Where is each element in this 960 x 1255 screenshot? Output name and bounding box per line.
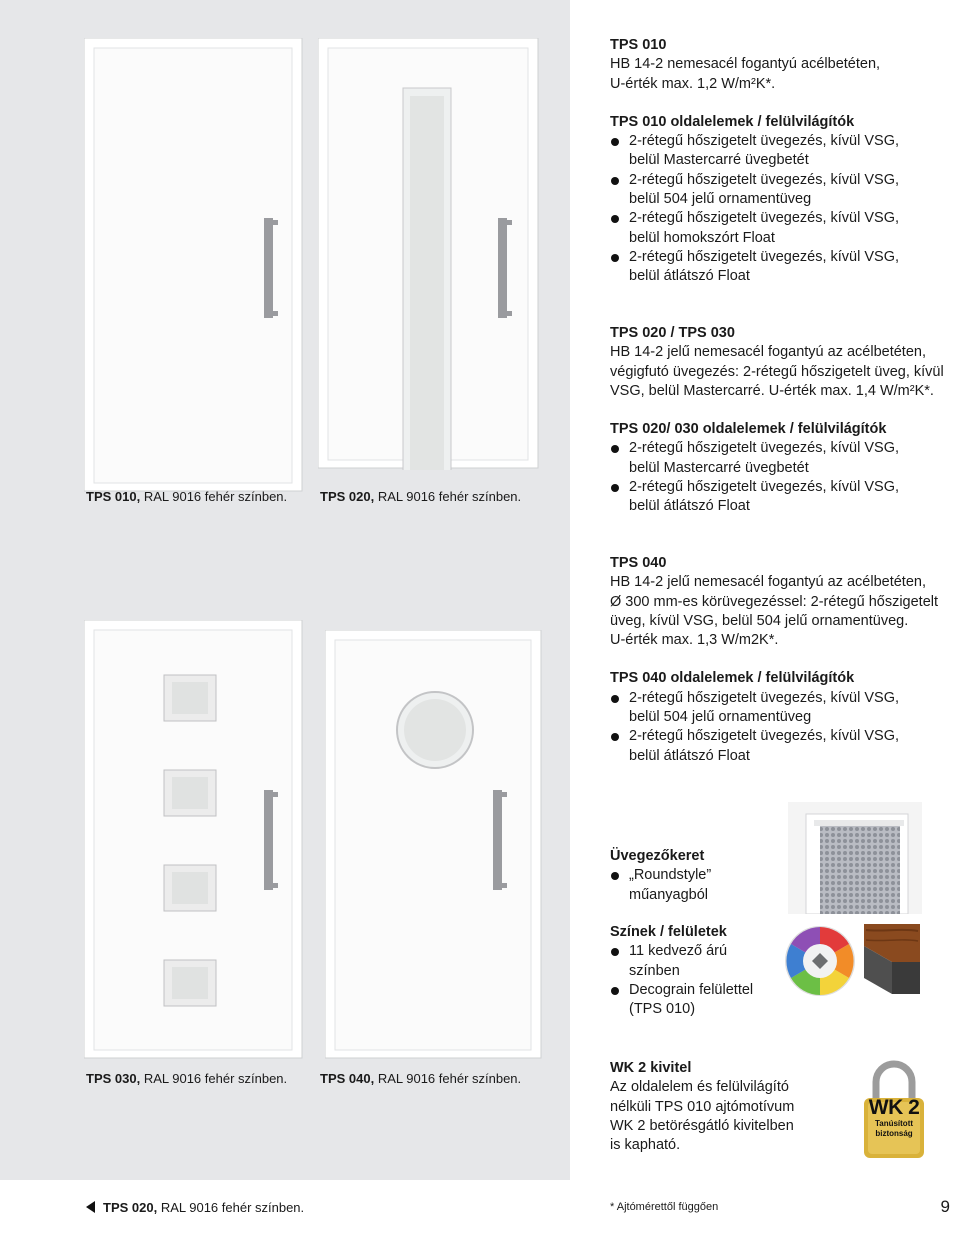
caption-tps010: TPS 010, RAL 9016 fehér színben.	[86, 489, 288, 504]
glazing-frame-photo	[788, 802, 922, 914]
footnote: * Ajtómérettől függően	[610, 1201, 719, 1213]
body-line: HB 14-2 jelű nemesacél fogantyú az acélbetéten,	[610, 344, 926, 361]
section-wk2	[610, 1059, 830, 1155]
body-line: U-érték max. 1,2 W/m²K*.	[610, 75, 776, 92]
door-tps010-image	[84, 38, 304, 493]
door-handle	[493, 790, 502, 890]
section-heading: Színek / felületek	[610, 924, 727, 940]
section-heading: TPS 020 / TPS 030	[610, 325, 735, 341]
section-heading: Üvegezőkeret	[610, 848, 705, 864]
bullet-continuation: belül 504 jelű ornamentüveg	[629, 191, 812, 208]
bullet-continuation: belül átlátszó Float	[629, 268, 750, 285]
bullet-continuation: színben	[629, 962, 680, 979]
bullet-continuation: belül átlátszó Float	[629, 498, 750, 515]
bullet-item: 2-rétegű hőszigetelt üvegezés, kívül VSG,	[610, 209, 950, 228]
left-arrow-icon	[86, 1201, 95, 1213]
body-line: HB 14-2 nemesacél fogantyú acélbetéten,	[610, 56, 881, 73]
bullet-continuation: belül Mastercarré üvegbetét	[629, 459, 809, 476]
footer-caption: TPS 020, RAL 9016 fehér színben.	[86, 1200, 304, 1215]
color-wheel-icon	[784, 925, 856, 997]
page-number: 9	[940, 1197, 950, 1216]
bullet-item: 2-rétegű hőszigetelt üvegezés, kívül VSG,	[610, 132, 950, 151]
caption-tps040: TPS 040, RAL 9016 fehér színben.	[320, 1071, 522, 1086]
bullet-continuation: műanyagból	[629, 886, 708, 903]
caption-tps030: TPS 030, RAL 9016 fehér színben.	[86, 1071, 288, 1086]
body-line: is kapható.	[610, 1137, 681, 1154]
body-line: nélküli TPS 010 ajtómotívum	[610, 1098, 795, 1115]
body-line: VSG, belül Mastercarré. U-érték max. 1,4 W/m²K*.	[610, 382, 934, 399]
bullet-item: „Roundstyle”	[610, 866, 780, 885]
section-heading: TPS 040	[610, 555, 667, 571]
sub-heading: TPS 040 oldalelemek / felülvilágítók	[610, 670, 855, 687]
section-glazing-frame	[610, 847, 780, 905]
wk2-padlock-badge	[858, 1056, 930, 1160]
bullet-item: 2-rétegű hőszigetelt üvegezés, kívül VSG,	[610, 689, 955, 708]
badge-main-text: WK 2	[868, 1096, 920, 1119]
door-tps030-image	[84, 620, 304, 1060]
door-handle	[264, 790, 273, 890]
bullet-item: 2-rétegű hőszigetelt üvegezés, kívül VSG,	[610, 248, 950, 267]
badge-line2: biztonság	[875, 1129, 913, 1138]
bullet-continuation: belül átlátszó Float	[629, 747, 750, 764]
bullet-item: Decograin felülettel	[610, 981, 780, 1000]
body-line: üveg, kívül VSG, belül 504 jelű ornamentüveg.	[610, 612, 909, 629]
bullet-continuation: (TPS 010)	[629, 1001, 696, 1018]
bullet-item: 2-rétegű hőszigetelt üvegezés, kívül VSG,	[610, 478, 955, 497]
body-line: HB 14-2 jelű nemesacél fogantyú az acélbetéten,	[610, 574, 926, 591]
door-handle	[498, 218, 507, 318]
caption-tps020: TPS 020, RAL 9016 fehér színben.	[320, 489, 522, 504]
door-tps040-image	[325, 630, 543, 1060]
bullet-continuation: belül 504 jelű ornamentüveg	[629, 709, 812, 726]
section-tps020-030	[610, 324, 955, 517]
door-handle	[264, 218, 273, 318]
bullet-item: 2-rétegű hőszigetelt üvegezés, kívül VSG,	[610, 439, 955, 458]
bullet-continuation: belül homokszórt Float	[629, 229, 775, 246]
bullet-item: 2-rétegű hőszigetelt üvegezés, kívül VSG,	[610, 727, 955, 746]
body-line: U-érték max. 1,3 W/m2K*.	[610, 632, 779, 649]
body-line: WK 2 betörésgátló kivitelben	[610, 1117, 794, 1134]
door-tps020-image	[318, 38, 540, 470]
body-line: végigfutó üvegezés: 2-rétegű hőszigetelt üveg, kívül	[610, 363, 944, 380]
section-colors	[610, 923, 780, 1019]
body-line: Az oldalelem és felülvilágító	[610, 1079, 789, 1096]
section-tps010	[610, 36, 950, 287]
bullet-continuation: belül Mastercarré üvegbetét	[629, 152, 809, 169]
badge-line1: Tanúsított	[874, 1119, 914, 1128]
bullet-item: 2-rétegű hőszigetelt üvegezés, kívül VSG,	[610, 171, 950, 190]
decograin-sample	[862, 922, 922, 996]
section-heading: WK 2 kivitel	[610, 1060, 692, 1076]
bullet-item: 11 kedvező árú	[610, 942, 780, 961]
section-heading: TPS 010	[610, 37, 667, 53]
sub-heading: TPS 020/ 030 oldalelemek / felülvilágítók	[610, 421, 887, 438]
section-tps040	[610, 554, 955, 766]
body-line: Ø 300 mm-es körüvegezéssel: 2-rétegű hőszigetelt	[610, 593, 939, 610]
sub-heading: TPS 010 oldalelemek / felülvilágítók	[610, 113, 855, 130]
